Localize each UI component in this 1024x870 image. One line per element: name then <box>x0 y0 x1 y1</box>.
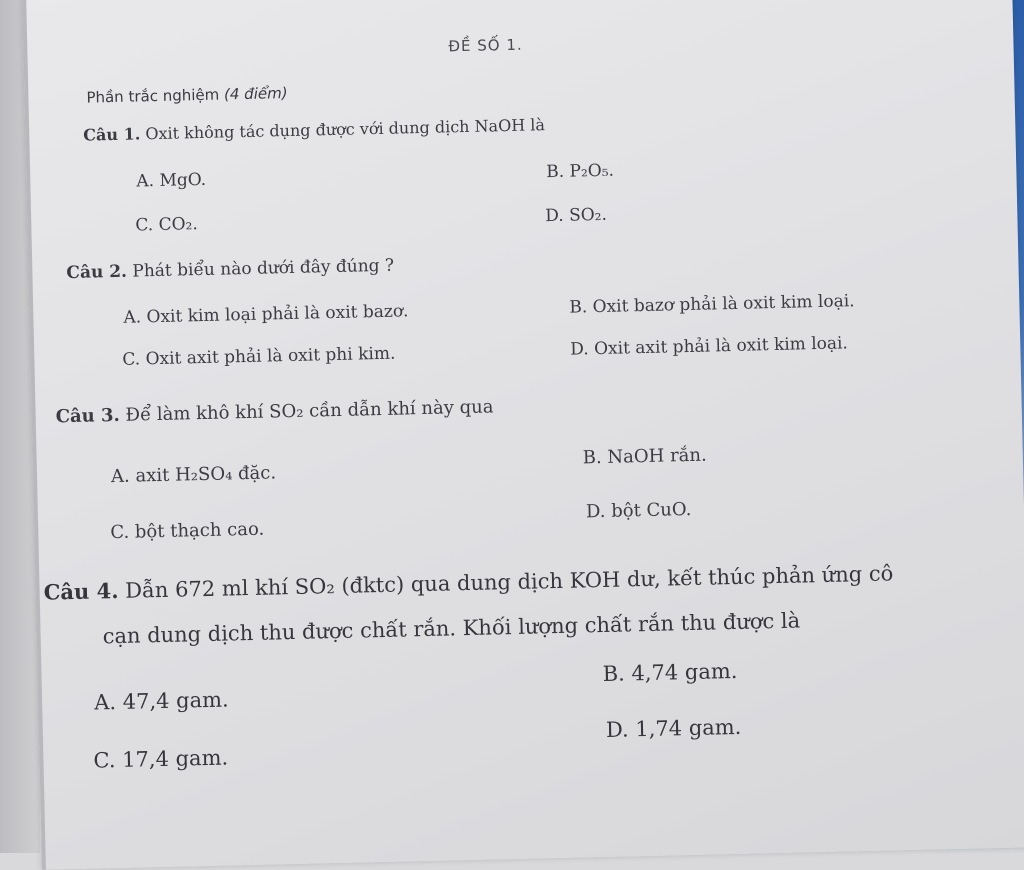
question-3-option-a: A. axit H₂SO₄ đặc. <box>110 462 277 488</box>
question-1-text: Oxit không tác dụng được với dung dịch NaOH là <box>145 115 546 144</box>
question-3-option-c: C. bột thạch cao. <box>110 518 265 544</box>
question-2-option-c: C. Oxit axit phải là oxit phi kim. <box>122 343 396 370</box>
question-2-option-a: A. Oxit kim loại phải là oxit bazơ. <box>123 301 409 328</box>
question-3-label: Câu 3. <box>55 404 121 428</box>
question-4-option-c: C. 17,4 gam. <box>93 745 229 773</box>
question-4-label: Câu 4. <box>43 577 119 605</box>
question-4-text-line-2: cạn dung dịch thu được chất rắn. Khối lượng chất rắn thu được là <box>102 608 801 649</box>
question-1-label: Câu 1. <box>83 124 141 145</box>
question-1-option-c: C. CO₂. <box>135 214 198 236</box>
question-1-option-b: B. P₂O₅. <box>546 160 615 183</box>
section-points: (4 điểm) <box>223 84 288 104</box>
question-3-option-b: B. NaOH rắn. <box>582 444 707 469</box>
exam-title: ĐỀ SỐ 1. <box>448 35 523 56</box>
question-4-option-d: D. 1,74 gam. <box>605 714 742 742</box>
question-3 <box>55 396 493 427</box>
question-2-option-b: B. Oxit bazơ phải là oxit kim loại. <box>569 291 855 318</box>
question-4 <box>43 560 893 604</box>
section-heading <box>86 84 288 107</box>
section-name: Phần trắc nghiệm <box>86 85 220 107</box>
question-2-option-d: D. Oxit axit phải là oxit kim loại. <box>570 333 849 360</box>
question-2-label: Câu 2. <box>66 261 128 284</box>
question-3-option-d: D. bột CuO. <box>585 498 692 523</box>
question-1-option-d: D. SO₂. <box>545 204 608 227</box>
exam-paper <box>22 0 1024 870</box>
question-4-option-a: A. 47,4 gam. <box>93 687 229 715</box>
question-1 <box>83 115 545 144</box>
question-4-text-line-1: Dẫn 672 ml khí SO₂ (đktc) qua dung dịch KOH dư, kết thúc phản ứng cô <box>124 561 894 603</box>
question-2 <box>66 256 394 283</box>
question-3-text: Để làm khô khí SO₂ cần dẫn khí này qua <box>125 396 494 426</box>
question-2-text: Phát biểu nào dưới đây đúng ? <box>132 255 395 282</box>
question-1-option-a: A. MgO. <box>136 169 207 192</box>
question-4-option-b: B. 4,74 gam. <box>602 658 738 686</box>
